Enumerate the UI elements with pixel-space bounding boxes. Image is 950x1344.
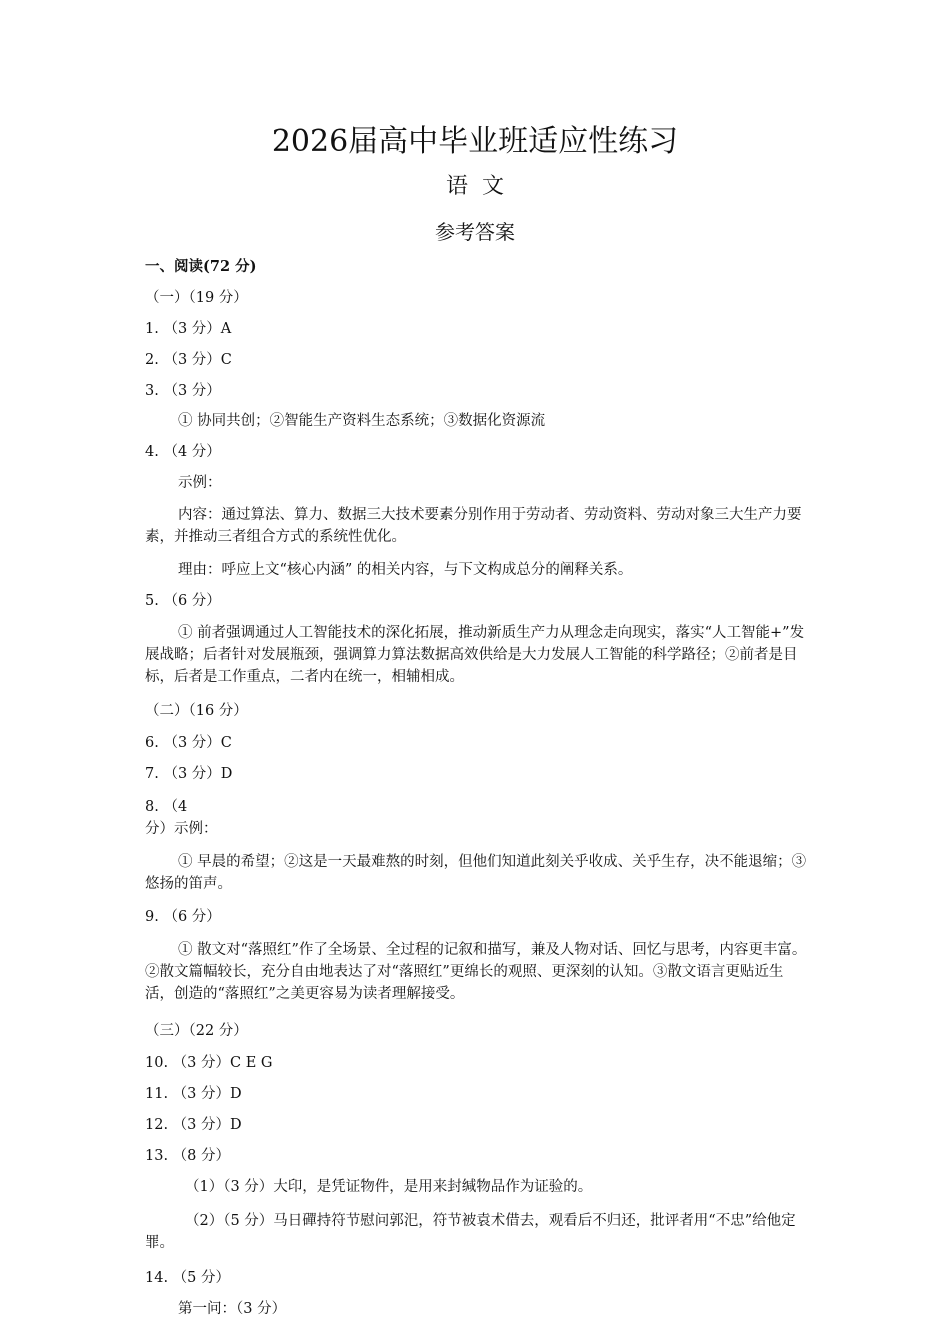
answer-q13-part1: （1）（3 分）大印，是凭证物件，是用来封缄物品作为证验的。 [185, 1179, 593, 1195]
answer-heading: 参考答案 [435, 220, 515, 244]
answer-q9: 9. （6 分） [145, 909, 221, 925]
answer-q11: 11. （3 分）D [145, 1086, 242, 1102]
answer-q13-part2: （2）（5 分）马日磾持符节慰问郭汜，符节被袁术借去，观看后不归还，批评者用“不忠”给他定罪。 [145, 1213, 796, 1251]
part-two-heading: （二）（16 分） [145, 703, 248, 719]
answer-q4-content: 内容：通过算法、算力、数据三大技术要素分别作用于劳动者、劳动资料、劳动对象三大生产力要素，并推动三者组合方式的系统性优化。 [145, 507, 802, 545]
answer-q4-example-label: 示例： [178, 475, 222, 491]
answer-q6: 6. （3 分）C [145, 735, 232, 751]
answer-q1: 1. （3 分）A [145, 321, 232, 337]
section-reading-heading: 一、阅读(72 分) [145, 258, 257, 275]
answer-q5-detail: ① 前者强调通过人工智能技术的深化拓展，推动新质生产力从理念走向现实，落实“人工智能+”发展战略；后者针对发展瓶颈，强调算力算法数据高效供给是大力发展人工智能的科学路径；②前者是目标，后者是工作重点，二者内在统一，相辅相成。 [145, 625, 805, 685]
answer-q14: 14. （5 分） [145, 1270, 231, 1286]
answer-q2: 2. （3 分）C [145, 352, 232, 368]
page-title: 2026届高中毕业班适应性练习 [271, 124, 679, 159]
part-three-heading: （三）（22 分） [145, 1023, 248, 1039]
answer-q13: 13. （8 分） [145, 1148, 231, 1164]
answer-q12: 12. （3 分）D [145, 1117, 242, 1133]
answer-q5: 5. （6 分） [145, 593, 221, 609]
answer-q4-reason: 理由：呼应上文“核心内涵” 的相关内容，与下文构成总分的阐释关系。 [178, 562, 633, 578]
part-one-heading: （一）（19 分） [145, 290, 248, 306]
answer-q14-part1: 第一问：（3 分） [178, 1301, 287, 1317]
answer-q8-line2: 分）示例： [145, 821, 218, 837]
answer-q8-line1: 8. （4 [145, 799, 188, 815]
answer-q7: 7. （3 分）D [145, 766, 233, 782]
answer-q10: 10. （3 分）C E G [145, 1055, 273, 1071]
answer-q4: 4. （4 分） [145, 444, 221, 460]
answer-q8-detail: ① 早晨的希望；②这是一天最难熬的时刻，但他们知道此刻关乎收成、关乎生存，决不能退缩；③悠扬的笛声。 [145, 854, 807, 892]
answer-q3-detail: ① 协同共创；②智能生产资料生态系统；③数据化资源流 [178, 413, 546, 429]
answer-q9-detail: ① 散文对“落照红”作了全场景、全过程的记叙和描写，兼及人物对话、回忆与思考，内容更丰富。②散文篇幅较长，充分自由地表达了对“落照红”更绵长的观照、更深刻的认知。③散文语言更贴近生活，创造的“落照红”之美更容易为读者理解接受。 [145, 942, 807, 1002]
subject-title: 语文 [445, 174, 518, 199]
answer-q3: 3. （3 分） [145, 383, 221, 399]
